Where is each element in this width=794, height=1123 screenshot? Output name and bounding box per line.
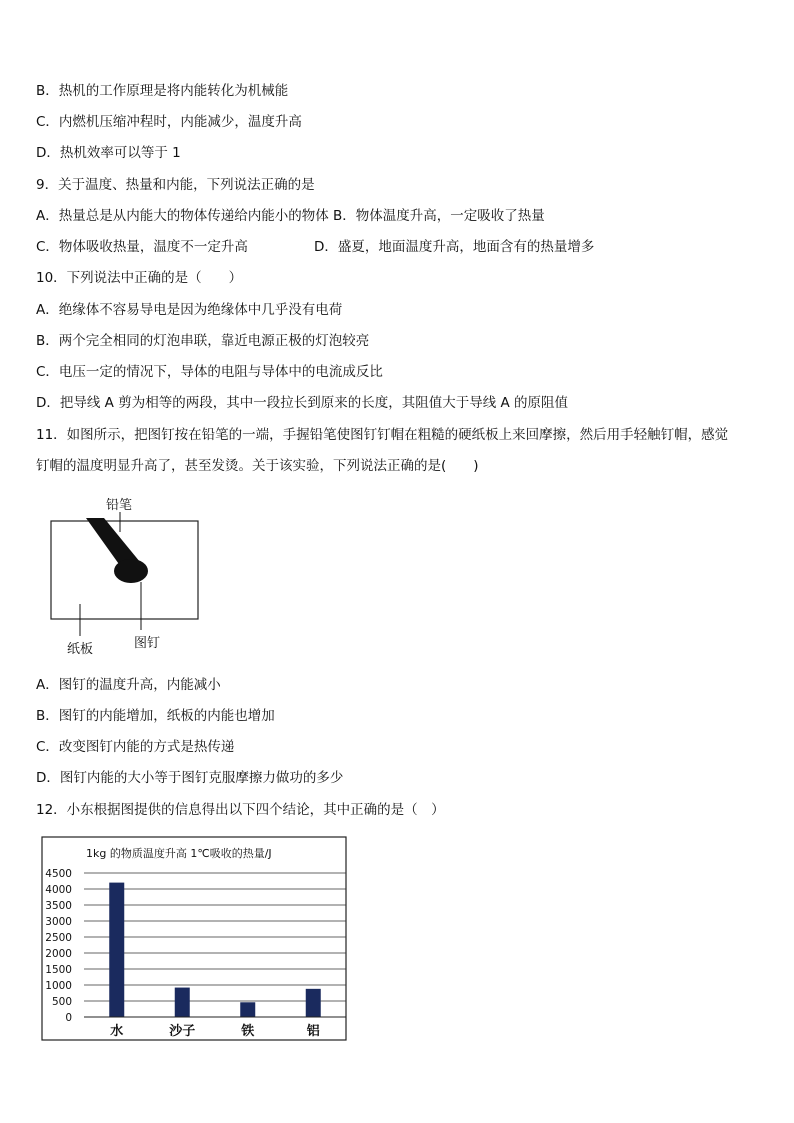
specific-heat-bar-chart bbox=[40, 835, 350, 1043]
label-pin: 图钉 bbox=[134, 636, 161, 651]
option-a-pin-temperature: A．图钉的温度升高，内能减小 bbox=[36, 677, 221, 693]
question-9-option-d: D．盛夏，地面温度升高，地面含有的热量增多 bbox=[314, 239, 595, 255]
pencil-pin-board-figure bbox=[40, 490, 220, 660]
line-b-heat-engine: B．热机的工作原理是将内能转化为机械能 bbox=[36, 83, 289, 99]
label-board: 纸板 bbox=[67, 642, 94, 657]
question-12-stem: 12．小东根据图提供的信息得出以下四个结论，其中正确的是（ ） bbox=[36, 802, 445, 818]
option-c-heat-transfer: C．改变图钉内能的方式是热传递 bbox=[36, 739, 235, 755]
line-c-compression: C．内燃机压缩冲程时，内能减少，温度升高 bbox=[36, 114, 302, 130]
x-category-label: 沙子 bbox=[169, 1024, 196, 1039]
y-tick-label: 2000 bbox=[45, 948, 72, 960]
question-10-option-c: C．电压一定的情况下，导体的电阻与导体中的电流成反比 bbox=[36, 364, 383, 380]
question-10-option-a: A．绝缘体不容易导电是因为绝缘体中几乎没有电荷 bbox=[36, 302, 343, 318]
y-tick-label: 4500 bbox=[45, 868, 72, 880]
y-tick-label: 2500 bbox=[45, 932, 72, 944]
y-tick-label: 1500 bbox=[45, 964, 72, 976]
question-9-stem: 9．关于温度、热量和内能，下列说法正确的是 bbox=[36, 177, 315, 193]
label-pencil: 铅笔 bbox=[106, 498, 133, 513]
bar-2 bbox=[240, 1002, 255, 1017]
y-tick-label: 3500 bbox=[45, 900, 72, 912]
question-10-stem: 10．下列说法中正确的是（ ） bbox=[36, 270, 243, 286]
x-category-label: 水 bbox=[110, 1024, 124, 1039]
bar-3 bbox=[306, 989, 321, 1017]
x-category-label: 铁 bbox=[241, 1024, 255, 1039]
question-10-option-b: B．两个完全相同的灯泡串联，靠近电源正极的灯泡较亮 bbox=[36, 333, 370, 349]
question-11-stem-line-2: 钉帽的温度明显升高了，甚至发烫。关于该实验，下列说法正确的是( ) bbox=[36, 458, 479, 474]
chart-frame bbox=[42, 837, 346, 1040]
question-9-option-c: C．物体吸收热量，温度不一定升高 bbox=[36, 239, 248, 255]
y-tick-label: 0 bbox=[65, 1012, 72, 1024]
chart-title: 1kg 的物质温度升高 1℃吸收的热量/J bbox=[86, 847, 272, 860]
y-tick-label: 500 bbox=[51, 996, 72, 1008]
pin-head bbox=[114, 559, 148, 583]
option-b-internal-energy-increase: B．图钉的内能增加，纸板的内能也增加 bbox=[36, 708, 275, 724]
option-d-work-against-friction: D．图钉内能的大小等于图钉克服摩擦力做功的多少 bbox=[36, 770, 344, 786]
bar-0 bbox=[109, 883, 124, 1017]
question-10-option-d: D．把导线 A 剪为相等的两段，其中一段拉长到原来的长度，其阻值大于导线 A 的原阻值 bbox=[36, 395, 569, 411]
bar-1 bbox=[175, 988, 190, 1017]
question-9-options-ab: A．热量总是从内能大的物体传递给内能小的物体 B．物体温度升高，一定吸收了热量 bbox=[36, 208, 545, 224]
question-11-stem-line-1: 11．如图所示，把图钉按在铅笔的一端，手握铅笔使图钉钉帽在粗糙的硬纸板上来回摩擦，然后用手轻触钉帽，感觉 bbox=[36, 427, 729, 443]
y-tick-label: 1000 bbox=[45, 980, 72, 992]
y-tick-label: 4000 bbox=[45, 884, 72, 896]
y-tick-label: 3000 bbox=[45, 916, 72, 928]
line-d-efficiency: D．热机效率可以等于 1 bbox=[36, 145, 181, 161]
x-category-label: 铝 bbox=[306, 1024, 320, 1039]
